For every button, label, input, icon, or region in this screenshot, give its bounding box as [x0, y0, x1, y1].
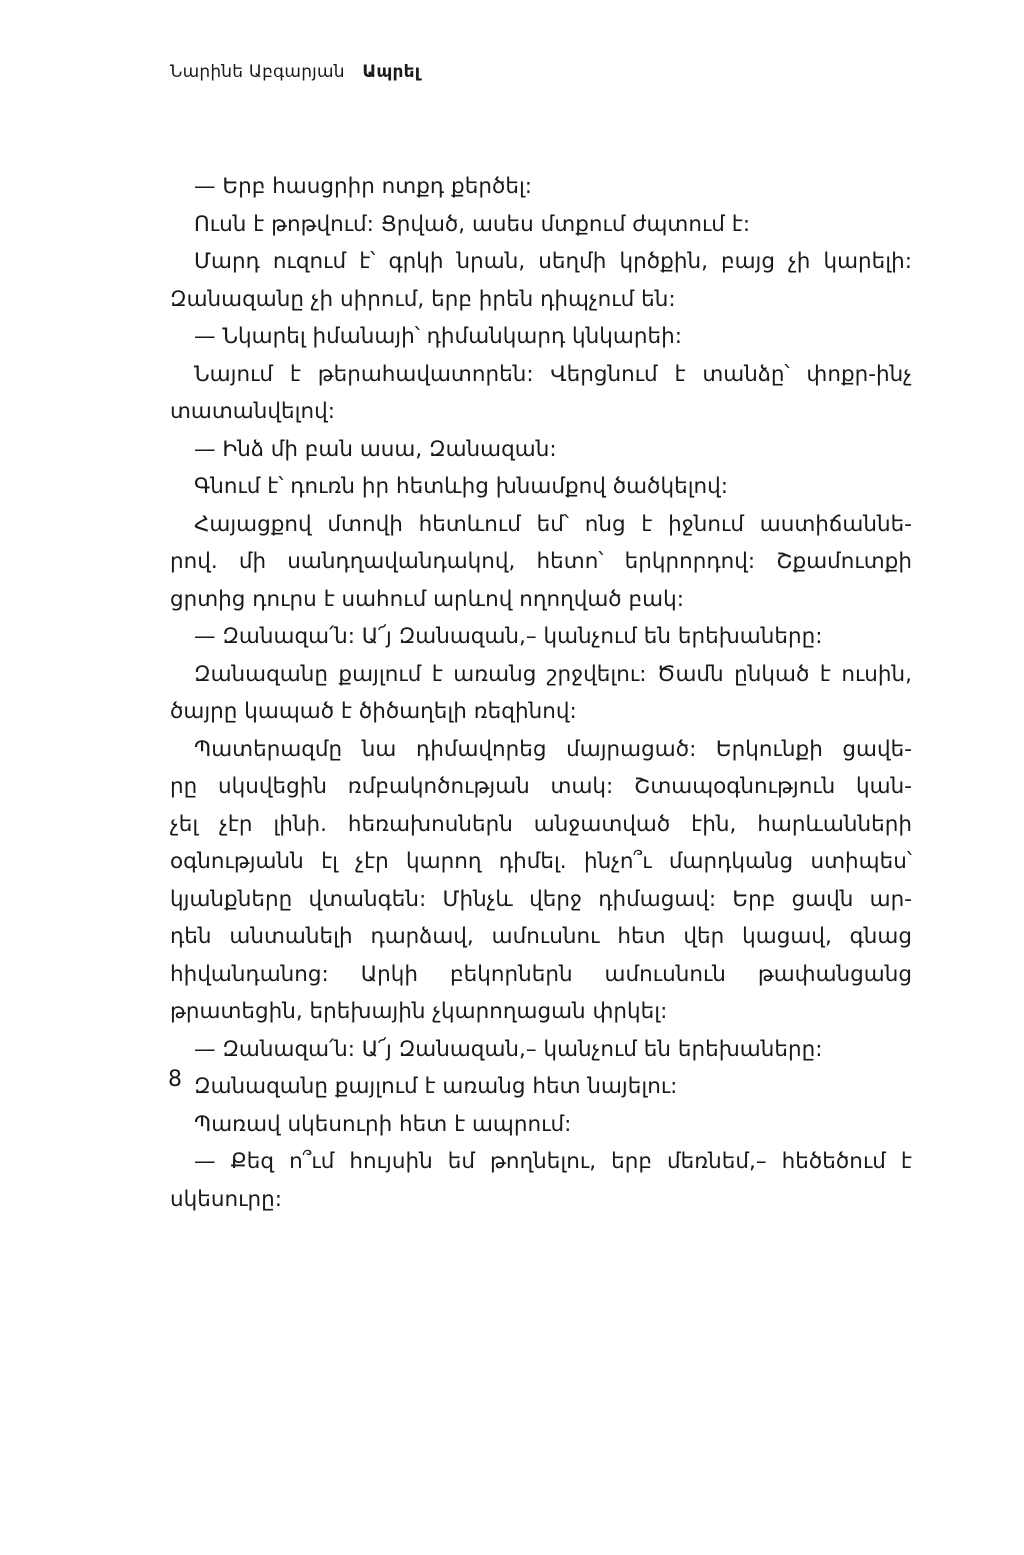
running-head [170, 62, 420, 82]
text-line: րով. մի սանդղավանդակով, հետո՝ երկրորդով: Շքամուտքի [170, 549, 912, 574]
text-line: — Ինձ մի բան ասա, Զանազան: [194, 436, 557, 462]
text-line: Գնում է՝ դուռն իր հետևից խնամքով ծածկելով: [194, 474, 729, 499]
text-line: թրատեցին, երեխային չկարողացան փրկել: [170, 999, 668, 1024]
text-line: դեն անտանելի դարձավ, ամուսնու հետ վեր կացավ, գնաց [170, 924, 912, 949]
text-line: կյանքները վտանգեն: Մինչև վերջ դիմացավ: Երբ ցավն ար- [170, 886, 912, 912]
page-number: 8 [168, 1067, 182, 1092]
text-line: — Զանազա՛ն: Ա՜յ Զանազան,– կանչում են երեխաները: [194, 1036, 823, 1062]
text-line: — Քեզ ո՞ւմ հույսին եմ թողնելու, երբ մեռնեմ,– հեծեծում է [194, 1149, 912, 1174]
text-line: Զանազանը չի սիրում, երբ իրեն դիպչում են: [170, 286, 676, 312]
text-line: ցրտից դուրս է սահում արևով ողողված բակ: [170, 586, 684, 612]
text-line: Զանազանը քայլում է առանց հետ նայելու: [194, 1074, 678, 1099]
text-line: սկեսուրը: [170, 1186, 282, 1212]
text-line: չել չէր լինի. հեռախոսներն անջատված էին, հարևանների [170, 811, 912, 837]
text-line: Պատերազմը նա դիմավորեց մայրացած: Երկունքի ցավե- [194, 736, 912, 762]
text-line: — Նկարել իմանայի՝ դիմանկարդ կնկարեի: [194, 324, 682, 349]
text-line: ծայրը կապած է ծիծաղելի ռեզինով: [170, 699, 577, 724]
text-line: օգնությանն էլ չէր կարող դիմել. ինչո՞ւ մարդկանց ստիպես՝ [170, 849, 912, 874]
header-author: Նարինե Աբգարյան [170, 62, 345, 82]
text-line: տատանվելով: [170, 399, 335, 424]
text-line: րը սկսվեցին ռմբակոծության տակ: Շտապօգնություն կան- [170, 774, 912, 799]
text-line: Զանազանը քայլում է առանց շրջվելու: Ծամն ընկած է ուսին, [194, 661, 912, 687]
text-line: — Զանազա՛ն: Ա՜յ Զանազան,– կանչում են երեխաները: [194, 624, 823, 649]
text-line: հիվանդանոց: Արկի բեկորներն ամուսնուն թափանցանց [170, 961, 912, 987]
text-line: — Երբ հասցրիր ոտքդ քերծել: [194, 174, 533, 199]
text-line: Պառավ սկեսուրի հետ է ապրում: [194, 1111, 572, 1137]
body-text [170, 168, 912, 1218]
header-book-title: Ապրել [362, 62, 421, 82]
text-line: Ուսն է թոթվում: Ցրված, ասես մտքում ժպտում է: [194, 211, 751, 237]
text-line: Նայում է թերահավատորեն: Վերցնում է տանձը՝ փոքր-ինչ [194, 361, 912, 387]
text-line: Հայացքով մտովի հետևում եմ՝ ոնց է իջնում աստիճաննե- [194, 511, 912, 537]
text-line: Մարդ ուզում է՝ գրկի նրան, սեղմի կրծքին, բայց չի կարելի: [194, 249, 912, 274]
